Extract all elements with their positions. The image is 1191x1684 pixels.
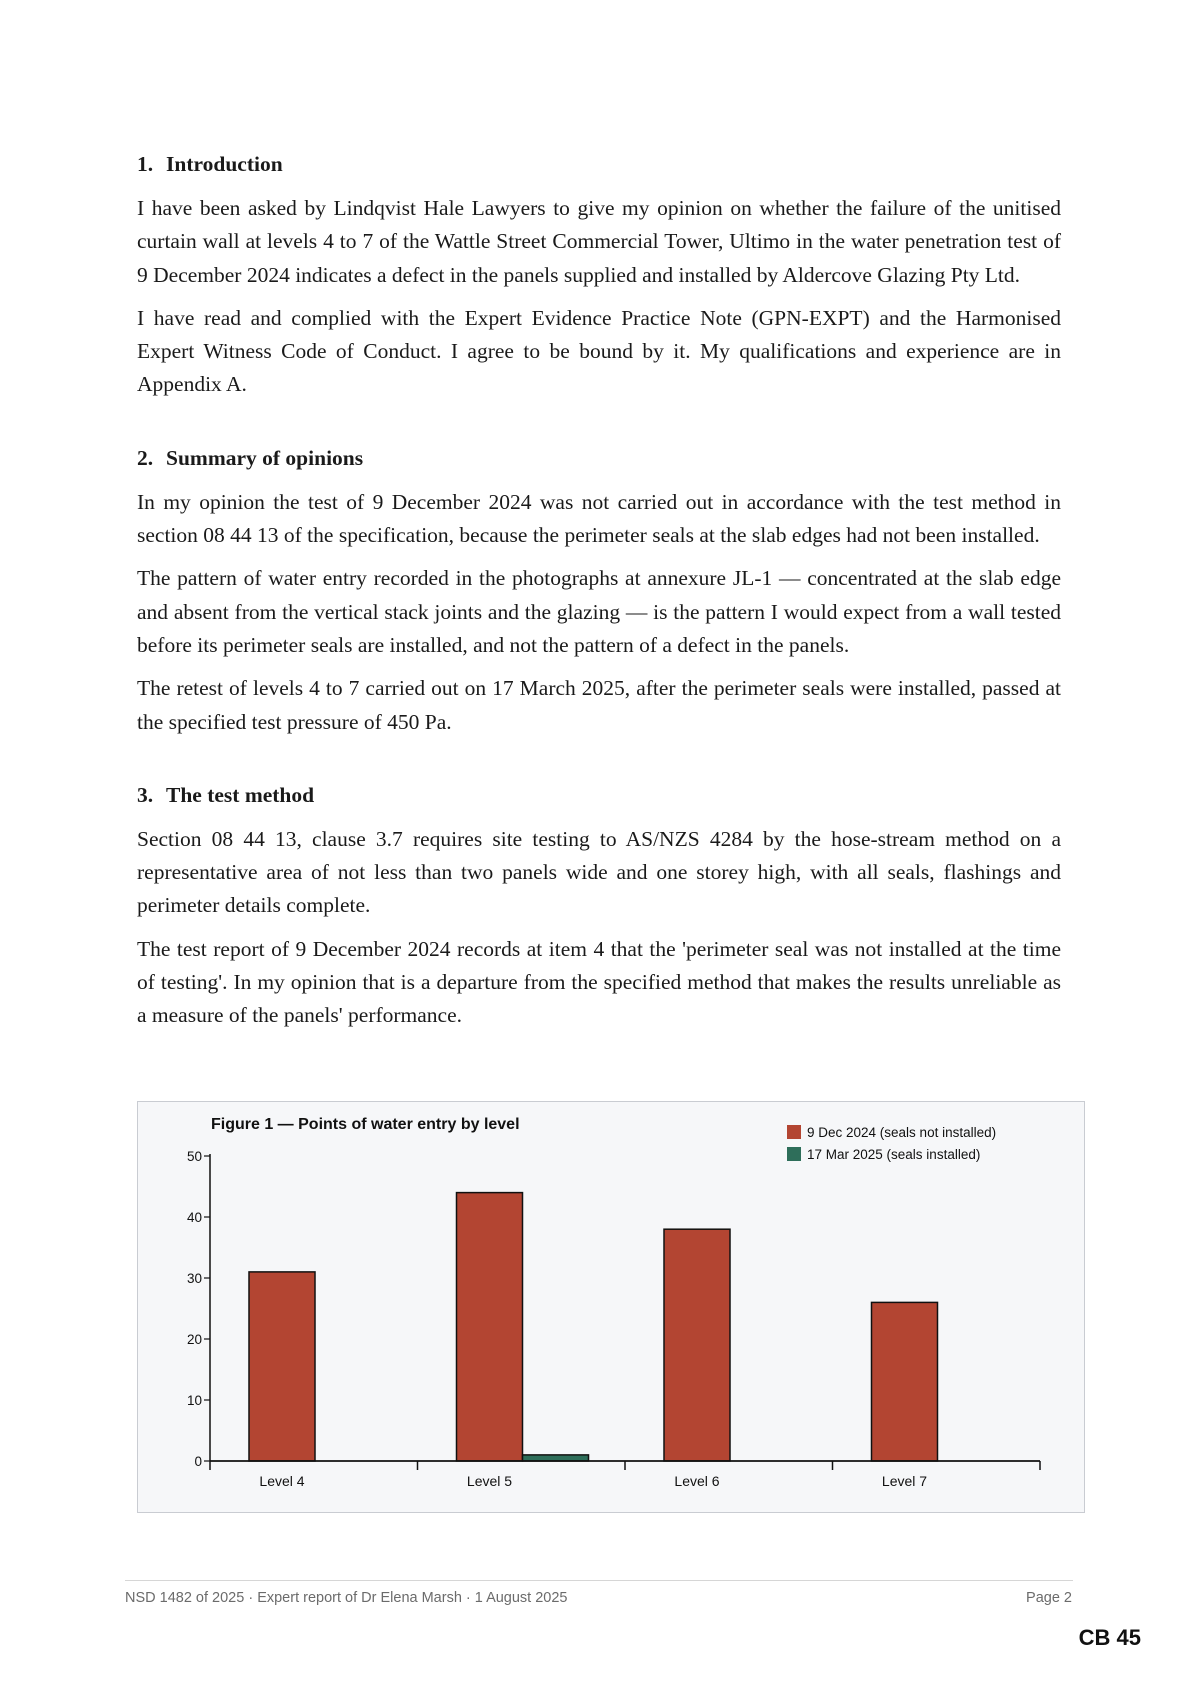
section-summary-of-opinions (137, 442, 1061, 739)
bar (249, 1272, 315, 1461)
section-heading (137, 779, 1061, 811)
y-tick-label: 50 (186, 1149, 202, 1164)
bar (457, 1193, 523, 1461)
legend-swatch (787, 1125, 801, 1139)
legend-label: 17 Mar 2025 (seals installed) (807, 1147, 981, 1162)
y-tick-label: 30 (186, 1271, 202, 1286)
x-tick-label: Level 6 (674, 1473, 720, 1489)
section-heading (137, 148, 1061, 180)
footer-divider (125, 1580, 1073, 1581)
paragraph: Section 08 44 13, clause 3.7 requires site testing to AS/NZS 4284 by the hose-stream method on a representative area of not less than two panels wide and one storey high, with all seals, flashings and perimeter details complete. (137, 826, 1061, 918)
section-number: 1. (137, 152, 154, 176)
paragraph: The pattern of water entry recorded in the photographs at annexure JL-1 — concentrated at the slab edge and absent from the vertical stack joints and the glazing — is the pattern I would expect from a wall tested before its perimeter seals are installed, and not the pattern of a defect in the panels. (137, 566, 1061, 657)
court-book-stamp: CB 45 (1078, 1625, 1141, 1650)
legend-swatch (787, 1147, 801, 1161)
legend-label: 9 Dec 2024 (seals not installed) (807, 1125, 997, 1140)
section-introduction (137, 148, 1061, 402)
section-test-method (137, 779, 1061, 1033)
chart-title: Figure 1 — Points of water entry by level (211, 1116, 520, 1133)
section-heading (137, 442, 1061, 474)
x-tick-label: Level 5 (466, 1473, 513, 1489)
y-tick-label: 0 (194, 1454, 202, 1469)
bar (664, 1229, 730, 1461)
bar-chart (138, 1102, 1084, 1512)
paragraph: I have read and complied with the Expert Evidence Practice Note (GPN-EXPT) and the Harmonised Expert Witness Code of Conduct. I agree to be bound by it. My qualifications and experience are in Appendix A. (137, 305, 1061, 397)
section-title: The test method (166, 782, 315, 807)
bar (523, 1455, 589, 1461)
bar (872, 1302, 938, 1461)
x-tick-label: Level 7 (881, 1473, 928, 1489)
figure-1-chart (137, 1101, 1085, 1513)
report-body (137, 148, 1061, 1043)
y-tick-label: 10 (186, 1393, 202, 1408)
section-number: 2. (137, 445, 154, 470)
x-tick-label: Level 4 (259, 1473, 305, 1489)
paragraph: I have been asked by Lindqvist Hale Lawyers to give my opinion on whether the failure of the unitised curtain wall at levels 4 to 7 of the Wattle Street Commercial Tower, Ultimo in the water penetration test of 9 December 2024 indicates a defect in the panels supplied and installed by Aldercove Glazing Pty Ltd. (137, 196, 1061, 287)
section-number: 3. (137, 782, 154, 807)
section-title: Introduction (166, 152, 283, 176)
y-tick-label: 20 (186, 1332, 202, 1347)
page-number: Page 2 (1026, 1590, 1072, 1606)
section-title: Summary of opinions (166, 445, 364, 470)
y-tick-label: 40 (186, 1210, 202, 1225)
paragraph: The test report of 9 December 2024 records at item 4 that the 'perimeter seal was not installed at the time of testing'. In my opinion that is a departure from the specified method that makes the results unreliable as a measure of the panels' performance. (137, 936, 1061, 1028)
paragraph: In my opinion the test of 9 December 2024 was not carried out in accordance with the test method in section 08 44 13 of the specification, because the perimeter seals at the slab edges had not been installed. (137, 489, 1061, 548)
footer-citation: NSD 1482 of 2025 · Expert report of Dr Elena Marsh · 1 August 2025 (125, 1590, 568, 1606)
paragraph: The retest of levels 4 to 7 carried out on 17 March 2025, after the perimeter seals were installed, passed at the specified test pressure of 450 Pa. (137, 676, 1061, 734)
